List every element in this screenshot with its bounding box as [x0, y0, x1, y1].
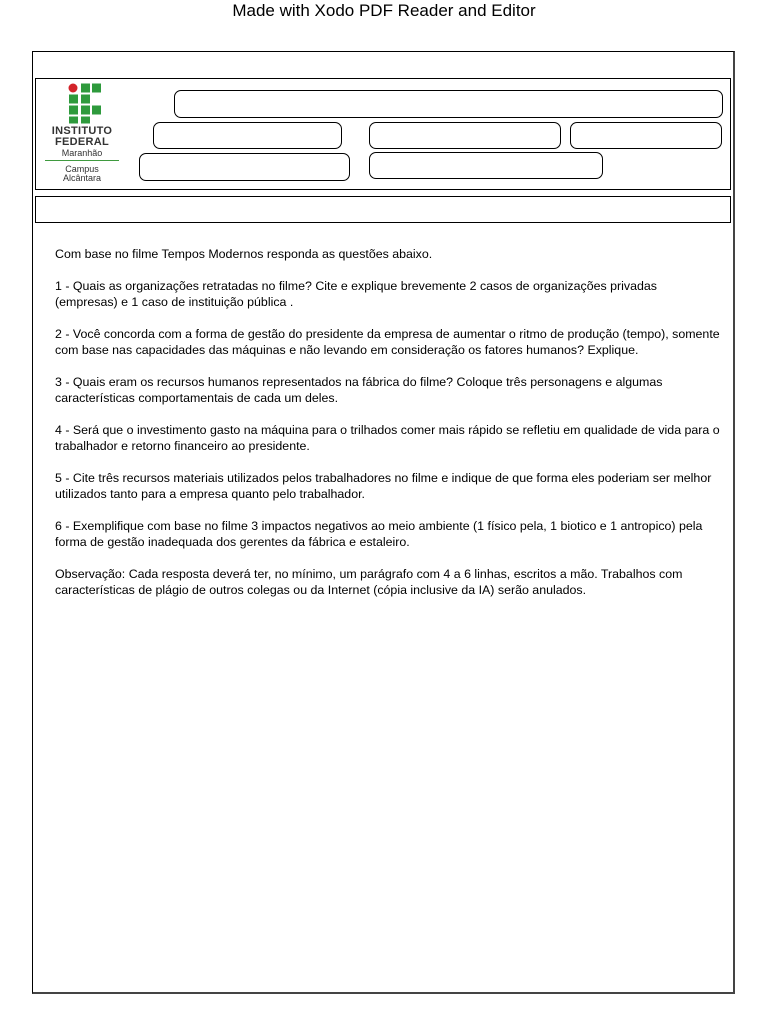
logo-alcantara: Alcântara [62, 173, 102, 183]
form-field-row2-right[interactable] [570, 122, 722, 149]
questions-content [55, 246, 720, 614]
question-1: 1 - Quais as organizações retratadas no filme? Cite e explique brevemente 2 casos de organizações privadas (empresas) e 1 caso de instituição pública . [55, 279, 657, 309]
subject-box [35, 196, 731, 223]
logo-squares [69, 84, 102, 124]
form-field-row2-left[interactable] [153, 122, 342, 149]
logo-red-dot [69, 84, 78, 93]
observation-note: Observação: Cada resposta deverá ter, no mínimo, um parágrafo com 4 a 6 linhas, escritos a mão. Trabalhos com características de plágio de outros colegas ou da Internet (cópia inclusive da IA) serão anulados. [55, 567, 683, 597]
form-field-top[interactable] [174, 90, 723, 118]
logo-maranhao: Maranhão [61, 148, 103, 158]
question-4: 4 - Será que o investimento gasto na máquina para o trilhados comer mais rápido se refletiu em qualidade de vida para o trabalhador e retorno financeiro ao presidente. [55, 423, 720, 453]
logo-federal: FEDERAL [54, 136, 110, 148]
question-2: 2 - Você concorda com a forma de gestão do presidente da empresa de aumentar o ritmo de produção (tempo), somente com base nas capacidades das máquinas e não levando em consideração os fatores humanos? Explique. [55, 327, 720, 357]
question-3: 3 - Quais eram os recursos humanos representados na fábrica do filme? Coloque três personagens e algumas características comportamentais de cada um deles. [55, 375, 663, 405]
logo-divider [45, 160, 119, 161]
intro-text: Com base no filme Tempos Modernos responda as questões abaixo. [55, 247, 433, 261]
form-field-row2-middle[interactable] [369, 122, 561, 149]
logo-campus: Campus [65, 164, 99, 174]
form-field-row3-left[interactable] [139, 153, 350, 181]
logo-instituto: INSTITUTO [51, 125, 113, 137]
question-5: 5 - Cite três recursos materiais utilizados pelos trabalhadores no filme e indique de que forma eles poderiam ser melhor utilizados tanto para a empresa quanto pelo trabalhador. [55, 471, 712, 501]
form-field-row3-middle[interactable] [369, 152, 603, 179]
xodo-banner: Made with Xodo PDF Reader and Editor [232, 1, 536, 20]
question-6: 6 - Exemplifique com base no filme 3 impactos negativos ao meio ambiente (1 físico pela, 1 biotico e 1 antropico) pela forma de gestão inadequada dos gerentes da fábrica e estaleiro. [55, 519, 703, 549]
